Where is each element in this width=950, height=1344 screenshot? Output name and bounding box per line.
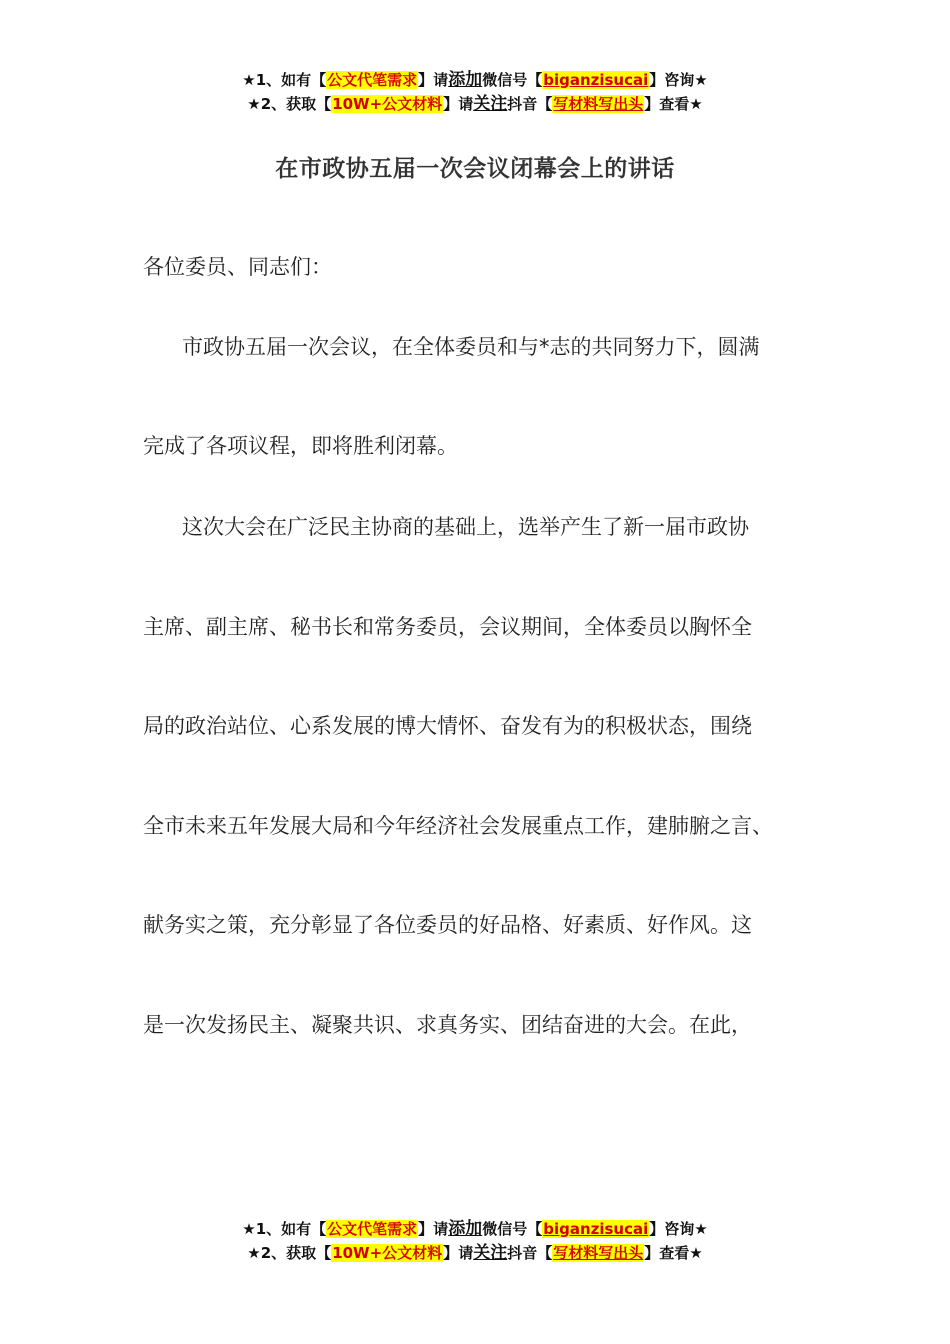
highlight-douyin-account: 写材料写出头 xyxy=(553,95,644,113)
footer-banner xyxy=(0,1217,950,1265)
banner-text: 】查看★ xyxy=(644,1244,703,1262)
emphasis-text: 添加 xyxy=(448,70,483,90)
banner-text: 】请 xyxy=(443,1244,474,1262)
emphasis-text: 关注 xyxy=(473,1243,508,1263)
paragraph-line: 是一次发扬民主、凝聚共识、求真务实、团结奋进的大会。在此， xyxy=(143,1013,752,1037)
paragraph-line: 这次大会在广泛民主协商的基础上，选举产生了新一届市政协 xyxy=(182,515,749,539)
paragraph-line: 市政协五届一次会议，在全体委员和与*志的共同努力下，圆满 xyxy=(182,335,760,359)
banner-text: 抖音【 xyxy=(507,1244,553,1262)
paragraph-line: 局的政治站位、心系发展的博大情怀、奋发有为的积极状态，围绕 xyxy=(143,714,752,738)
paragraph-line: 全市未来五年发展大局和今年经济社会发展重点工作，建肺腑之言、 xyxy=(143,814,773,838)
banner-text: ★2、获取【 xyxy=(247,1244,332,1262)
banner-text: 】咨询★ xyxy=(649,1220,708,1238)
highlight-wechat-id: biganzisucai xyxy=(543,71,649,89)
highlight-douyin-account: 写材料写出头 xyxy=(553,1244,644,1262)
banner-text: 】请 xyxy=(443,95,474,113)
paragraph-line: 献务实之策，充分彰显了各位委员的好品格、好素质、好作风。这 xyxy=(143,913,752,937)
banner-text: 】查看★ xyxy=(644,95,703,113)
banner-text: ★1、如有【 xyxy=(242,1220,327,1238)
salutation: 各位委员、同志们： xyxy=(143,255,332,279)
banner-text: 】咨询★ xyxy=(649,71,708,89)
banner-line-2 xyxy=(0,1241,950,1265)
header-banner xyxy=(0,68,950,116)
banner-line-1 xyxy=(0,68,950,92)
document-title: 在市政协五届一次会议闭幕会上的讲话 xyxy=(275,156,675,182)
banner-text: ★1、如有【 xyxy=(242,71,327,89)
emphasis-text: 添加 xyxy=(448,1219,483,1239)
banner-text: 抖音【 xyxy=(507,95,553,113)
banner-line-2 xyxy=(0,92,950,116)
banner-text: 】请 xyxy=(418,1220,449,1238)
paragraph-line: 主席、副主席、秘书长和常务委员，会议期间，全体委员以胸怀全 xyxy=(143,615,752,639)
paragraph-line: 完成了各项议程，即将胜利闭幕。 xyxy=(143,434,458,458)
banner-text: 微信号【 xyxy=(482,71,543,89)
banner-text: ★2、获取【 xyxy=(247,95,332,113)
highlight-service: 公文代笔需求 xyxy=(327,71,418,89)
highlight-materials: 10W+公文材料 xyxy=(332,95,443,113)
highlight-wechat-id: biganzisucai xyxy=(543,1220,649,1238)
highlight-materials: 10W+公文材料 xyxy=(332,1244,443,1262)
emphasis-text: 关注 xyxy=(473,94,508,114)
banner-line-1 xyxy=(0,1217,950,1241)
banner-text: 】请 xyxy=(418,71,449,89)
banner-text: 微信号【 xyxy=(482,1220,543,1238)
highlight-service: 公文代笔需求 xyxy=(327,1220,418,1238)
